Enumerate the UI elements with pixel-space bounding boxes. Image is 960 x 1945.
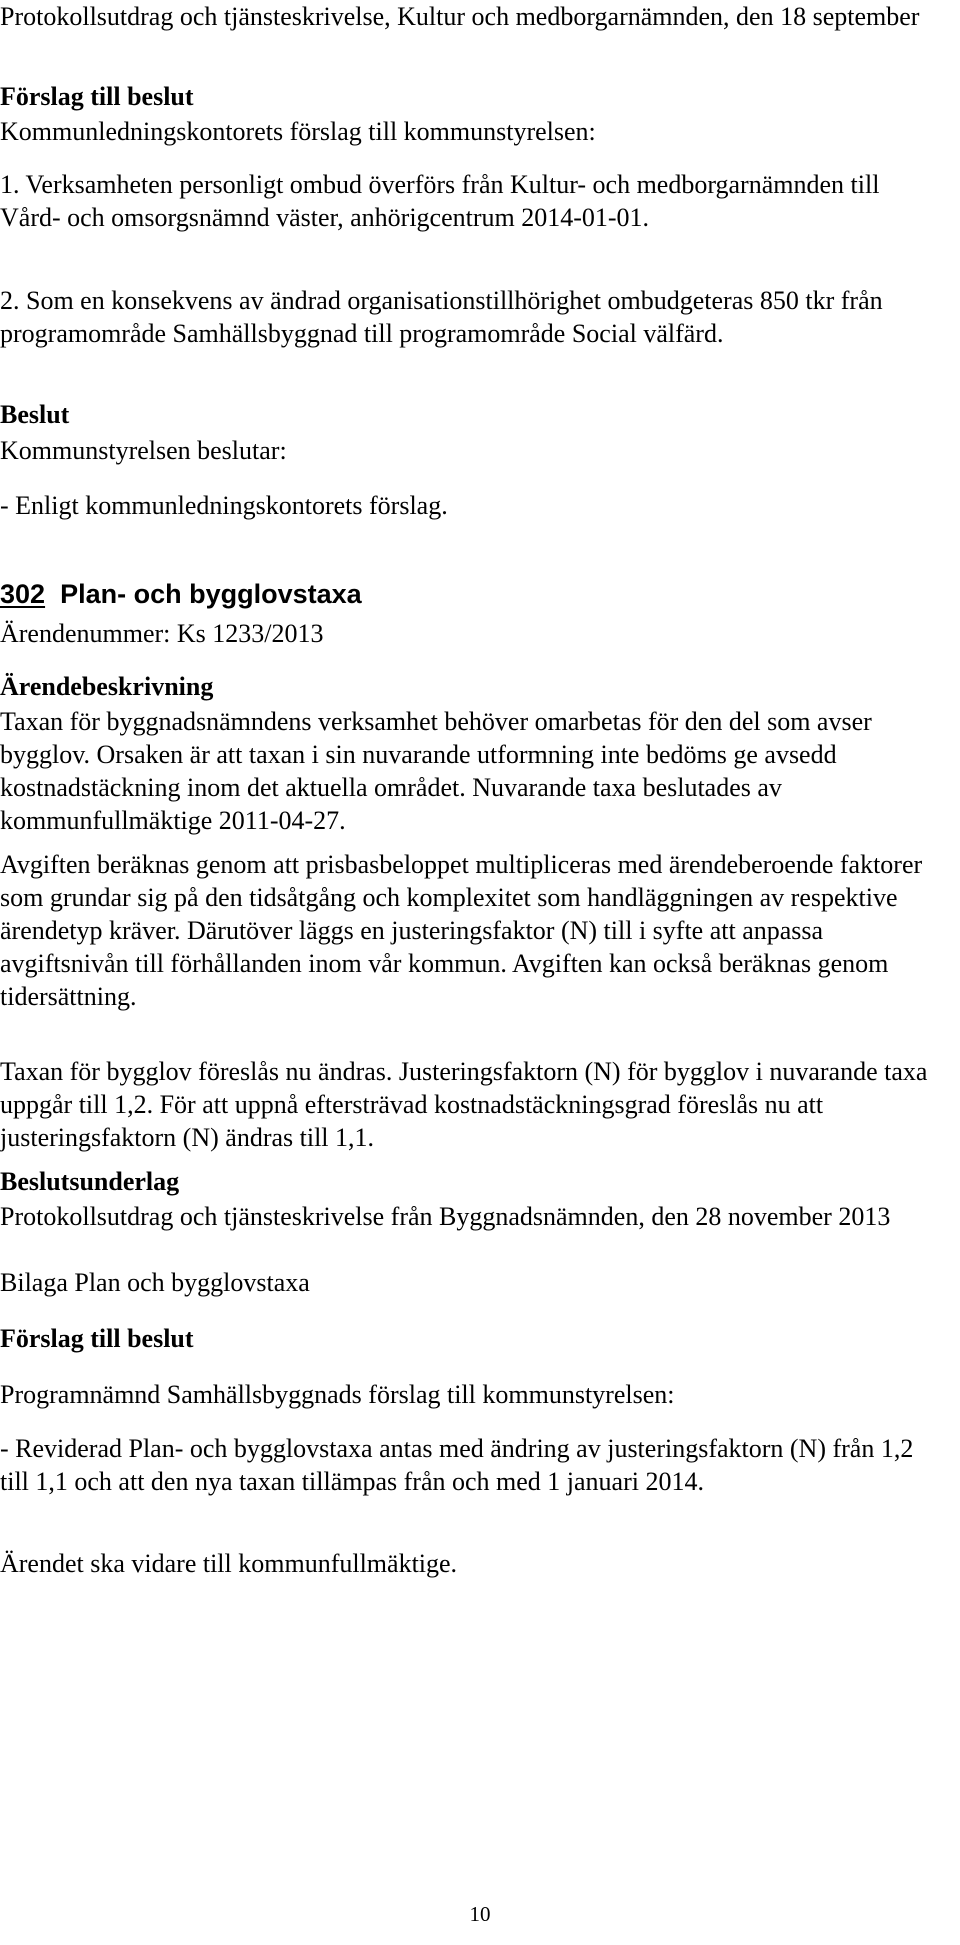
forslag-heading-1: Förslag till beslut bbox=[0, 82, 194, 111]
arendenummer: Ärendenummer: Ks 1233/2013 bbox=[0, 619, 324, 648]
section-heading bbox=[0, 576, 945, 612]
arendebeskrivning-heading: Ärendebeskrivning bbox=[0, 672, 214, 701]
description-paragraph-2: Avgiften beräknas genom att prisbasbeloppet multipliceras med ärendeberoende faktorer som grundar sig på den tidsåtgång och komplexitet som handläggningen av respektive ärendetyp kräver. Därutöver läggs en justeringsfaktor (N) till i syfte att anpassa avgiftsnivån till förhållanden inom vår kommun. Avgiften kan också beräknas genom tidersättning. bbox=[0, 850, 923, 1011]
beslut-heading: Beslut bbox=[0, 400, 70, 429]
page-number: 10 bbox=[469, 1902, 491, 1926]
forslag-intro-1: Kommunledningskontorets förslag till kommunstyrelsen: bbox=[0, 117, 596, 146]
description-paragraph-1: Taxan för byggnadsnämndens verksamhet behöver omarbetas för den del som avser bygglov. Orsaken är att taxan i sin nuvarande utformning inte bedöms ge avsedd kostnadstäckning inom det aktuella området. Nuvarande taxa beslutades av kommunfullmäktige 2011-04-27. bbox=[0, 707, 872, 835]
intro-protocol-text: Protokollsutdrag och tjänsteskrivelse, Kultur och medborgarnämnden, den 18 september bbox=[0, 2, 920, 31]
final-line: Ärendet ska vidare till kommunfullmäktige. bbox=[0, 1549, 458, 1578]
beslutsunderlag-heading: Beslutsunderlag bbox=[0, 1167, 180, 1196]
forslag-intro-2: Programnämnd Samhällsbyggnads förslag till kommunstyrelsen: bbox=[0, 1380, 675, 1409]
forslag-heading-2: Förslag till beslut bbox=[0, 1324, 194, 1353]
beslut-intro: Kommunstyrelsen beslutar: bbox=[0, 436, 287, 465]
description-paragraph-3: Taxan för bygglov föreslås nu ändras. Justeringsfaktorn (N) för bygglov i nuvarande taxa uppgår till 1,2. För att uppnå eftersträvad kostnadstäckningsgrad föreslås nu att justeringsfaktorn (N) ändras till 1,1. bbox=[0, 1057, 928, 1152]
forslag-text-2: - Reviderad Plan- och bygglovstaxa antas med ändring av justeringsfaktorn (N) från 1,2 till 1,1 och att den nya taxan tillämpas från och med 1 januari 2014. bbox=[0, 1434, 914, 1496]
section-title: Plan- och bygglovstaxa bbox=[60, 579, 362, 609]
proposal-item-2: 2. Som en konsekvens av ändrad organisationstillhörighet ombudgeteras 850 tkr från programområde Samhällsbyggnad till programområde Social välfärd. bbox=[0, 286, 883, 348]
proposal-item-1: 1. Verksamheten personligt ombud överförs från Kultur- och medborgarnämnden till Vård- och omsorgsnämnd väster, anhörigcentrum 2014-01-01. bbox=[0, 170, 880, 232]
underlag-item-2: Bilaga Plan och bygglovstaxa bbox=[0, 1268, 310, 1297]
beslut-text: - Enligt kommunledningskontorets förslag. bbox=[0, 491, 448, 520]
section-number: 302 bbox=[0, 579, 46, 609]
underlag-item-1: Protokollsutdrag och tjänsteskrivelse från Byggnadsnämnden, den 28 november 2013 bbox=[0, 1202, 891, 1231]
